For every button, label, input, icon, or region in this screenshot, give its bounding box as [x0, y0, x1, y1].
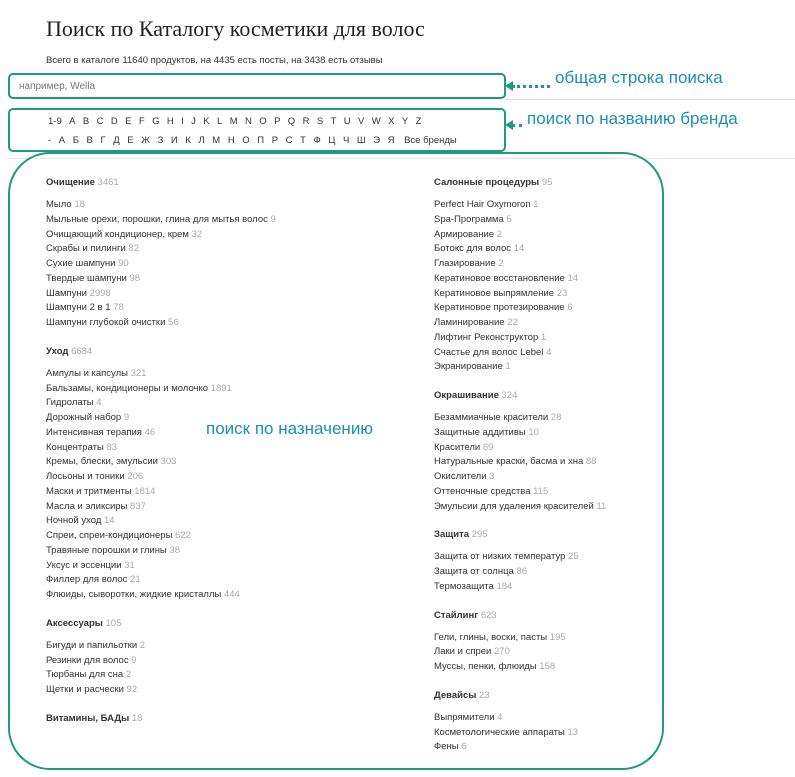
category-title[interactable] [46, 176, 276, 190]
category-item[interactable] [434, 455, 606, 470]
category-item[interactable] [434, 441, 606, 456]
category-item-count: 13 [567, 726, 579, 738]
brand-letter-link[interactable]: Р [271, 135, 279, 146]
category-count: 95 [541, 177, 553, 188]
category-item[interactable] [434, 316, 606, 331]
category-title[interactable] [46, 345, 276, 359]
category-item-count: 444 [223, 589, 240, 600]
category-item[interactable] [434, 485, 606, 500]
category-item[interactable] [434, 242, 606, 257]
category-column-right [434, 176, 606, 769]
category-item[interactable] [46, 588, 276, 603]
category-item-label: Концентраты [46, 441, 104, 453]
category-title-label: Витамины, БАДы [46, 712, 130, 724]
category-item[interactable] [434, 660, 606, 675]
category-item[interactable] [46, 485, 276, 500]
category-item-count: 98 [129, 272, 141, 284]
page-title: Поиск по Каталогу косметики для волос [46, 16, 425, 41]
category-item-label: Мыльные орехи, порошки, глина для мытья волос [46, 213, 268, 225]
brand-letter-link[interactable]: U [343, 116, 351, 127]
category-item[interactable] [434, 331, 606, 346]
category-item-count: 78 [113, 302, 124, 314]
category-item-label: Кератиновое восстановление [434, 272, 565, 284]
category-item-count: 9 [131, 654, 137, 666]
brand-letter-link[interactable]: E [125, 116, 132, 127]
category-item-count: 88 [585, 456, 597, 468]
category-item[interactable] [46, 529, 276, 544]
brand-letter-link[interactable]: Ц [328, 135, 336, 146]
category-item-label: Гели, глины, воски, пасты [434, 631, 548, 643]
brand-letter-link[interactable]: O [259, 116, 267, 127]
brand-letter-link[interactable]: Т [300, 135, 306, 146]
category-title[interactable] [434, 389, 606, 403]
category-title-label: Очищение [46, 177, 95, 188]
brand-highlight-frame [8, 108, 506, 152]
category-item-label: Травяные порошки и глины [46, 544, 167, 556]
category-item[interactable] [46, 382, 276, 397]
category-item-count: 23 [556, 287, 568, 299]
category-item-count: 11 [596, 500, 607, 512]
category-item-count: 14 [513, 243, 525, 255]
category-title[interactable] [46, 617, 276, 631]
category-item-count: 184 [496, 580, 513, 592]
brand-letter-link[interactable]: О [242, 135, 250, 146]
category-count: 105 [105, 617, 122, 629]
category-item-count: 69 [482, 441, 494, 453]
search-underline [506, 99, 795, 100]
category-item[interactable] [434, 360, 606, 375]
category-item[interactable] [434, 228, 606, 243]
category-item-count: 92 [126, 684, 138, 695]
category-item-label: Защита от солнца [434, 566, 514, 577]
category-item-label: Филлер для волос [46, 574, 128, 586]
brand-letter-link[interactable]: P [274, 116, 281, 127]
category-item-count: 1 [505, 361, 511, 373]
category-item-count: 1891 [210, 382, 232, 394]
category-item-count: 6 [567, 302, 573, 314]
brand-letter-link[interactable]: A [69, 116, 76, 127]
category-title-label: Салонные процедуры [434, 177, 540, 188]
category-item-label: Кремы, блески, эмульсии [46, 456, 158, 468]
category-item[interactable] [46, 228, 276, 243]
category-title[interactable] [434, 609, 606, 623]
search-highlight-frame [8, 73, 506, 99]
category-item[interactable] [46, 668, 276, 683]
category-item-label: Армирование [434, 228, 495, 240]
category-item-count: 321 [130, 367, 147, 379]
brand-letters-cyrillic [48, 135, 457, 146]
category-item-label: Оттеночные средства [434, 485, 531, 497]
catalog-stats: Всего в каталоге 11640 продуктов, на 4435 есть посты, на 3438 есть отзывы [46, 55, 383, 66]
category-item-count: 115 [533, 485, 549, 497]
brand-letter-link[interactable]: А [58, 135, 66, 146]
category-item[interactable] [434, 411, 606, 426]
category-item-count: 195 [549, 631, 566, 643]
brand-letter-link[interactable]: K [203, 116, 210, 127]
brand-letter-link[interactable]: S [316, 116, 324, 127]
brand-letter-link[interactable]: П [257, 135, 265, 146]
category-item-label: Кератиновое выпрямление [434, 287, 555, 299]
brand-letter-link[interactable]: - [48, 135, 52, 146]
category-item-label: Твердые шампуни [46, 272, 127, 284]
brand-letter-link[interactable]: H [166, 116, 174, 127]
category-item-label: Флюиды, сыворотки, жидкие кристаллы [46, 589, 222, 600]
category-item-count: 4 [497, 711, 503, 723]
category-item[interactable] [46, 198, 276, 213]
category-item-label: Уксус и эссенции [46, 559, 122, 571]
category-item-label: Сухие шампуни [46, 258, 116, 269]
all-brands-link[interactable]: Все бренды [404, 135, 457, 146]
brand-letter-link[interactable]: Y [401, 116, 409, 127]
category-item-count: 270 [493, 646, 510, 658]
category-item[interactable] [46, 654, 276, 669]
category-item-count: 9 [270, 213, 276, 225]
category-item[interactable] [46, 500, 276, 515]
brand-letter-link[interactable]: L [217, 116, 223, 127]
category-item-count: 5 [506, 213, 512, 225]
category-item[interactable] [46, 242, 276, 257]
brand-letter-link[interactable]: W [371, 116, 381, 127]
category-item[interactable] [46, 544, 276, 559]
brand-letters-latin [48, 116, 429, 127]
category-item-label: Лосьоны и тоники [46, 471, 125, 482]
category-item-label: Очищающий кондиционер, крем [46, 228, 189, 240]
category-group [434, 609, 606, 675]
category-item-label: Муссы, пенки, флюиды [434, 661, 537, 672]
category-item-count: 4 [96, 397, 102, 409]
category-item[interactable] [434, 580, 606, 595]
brand-letter-link[interactable]: V [358, 116, 365, 127]
brand-letter-link[interactable]: М [212, 135, 221, 146]
annotation-brand: поиск по названию бренда [527, 109, 738, 128]
brand-letter-link[interactable]: R [302, 116, 310, 127]
category-item-label: Дорожный набор [46, 412, 122, 423]
brand-letter-link[interactable]: I [181, 116, 184, 127]
category-item-label: Ампулы и капсулы [46, 367, 128, 379]
category-item-label: Ботокс для волос [434, 243, 512, 255]
category-group [46, 176, 276, 331]
category-title-label: Защита [434, 529, 470, 541]
category-group [46, 712, 276, 726]
category-item-label: Шампуни глубокой очистки [46, 317, 166, 328]
category-item-count: 32 [191, 228, 203, 240]
category-item-label: Окислители [434, 471, 487, 482]
category-count: 295 [471, 529, 488, 541]
category-item-label: Лаки и спреи [434, 646, 492, 658]
category-group [434, 689, 606, 755]
category-item-count: 90 [118, 258, 129, 269]
brand-letter-link[interactable]: Н [227, 135, 235, 146]
brand-letter-link[interactable]: N [245, 116, 252, 127]
brand-letter-link[interactable]: Ж [141, 135, 150, 146]
dotted-arrow [512, 85, 550, 88]
brand-letter-link[interactable]: G [152, 116, 160, 127]
category-item[interactable] [46, 559, 276, 574]
category-item-count: 56 [168, 317, 179, 328]
category-item-label: Спреи, спреи-кондиционеры [46, 530, 173, 541]
category-item[interactable] [434, 726, 606, 741]
category-item[interactable] [434, 272, 606, 287]
brand-letter-link[interactable]: M [229, 116, 238, 127]
category-item-count: 3 [489, 471, 495, 482]
annotation-purpose: поиск по назначению [206, 419, 374, 438]
category-item-label: Красители [434, 441, 481, 453]
category-item[interactable] [46, 287, 276, 302]
category-item[interactable] [434, 631, 606, 646]
category-count: 324 [501, 390, 518, 401]
category-item-count: 14 [567, 272, 579, 284]
category-title-label: Девайсы [434, 689, 477, 701]
category-item-label: Гидролаты [46, 397, 94, 409]
category-item-count: 1814 [134, 485, 156, 497]
category-item-count: 837 [130, 500, 146, 512]
category-item-label: Perfect Hair Oxymoron [434, 199, 531, 210]
category-item[interactable] [434, 711, 606, 726]
category-item-count: 86 [516, 566, 528, 577]
category-count: 6684 [71, 345, 93, 357]
category-group [46, 617, 276, 698]
category-item-label: Безаммиачные красители [434, 412, 549, 423]
category-item[interactable] [434, 550, 606, 565]
category-item-label: Выпрямители [434, 711, 495, 723]
category-item-label: Ламинирование [434, 317, 505, 328]
category-item-label: Термозащита [434, 580, 494, 592]
brand-letter-link[interactable]: J [191, 116, 196, 127]
category-item[interactable] [434, 213, 606, 228]
brand-letter-link[interactable]: Ш [356, 135, 366, 146]
category-title-label: Аксессуары [46, 617, 103, 629]
category-item[interactable] [46, 683, 276, 698]
category-title[interactable] [434, 689, 606, 703]
category-item[interactable] [434, 257, 606, 272]
brand-letter-link[interactable]: B [82, 116, 90, 127]
category-group [46, 345, 276, 603]
brand-letter-link[interactable]: Q [287, 116, 296, 127]
brand-letter-link[interactable]: Э [373, 135, 381, 146]
category-item-count: 10 [528, 426, 539, 438]
category-title[interactable] [46, 712, 276, 726]
category-item-count: 1 [540, 331, 547, 343]
category-item-count: 21 [130, 574, 141, 586]
category-item-count: 18 [74, 199, 85, 210]
category-item-label: Защита от низких температур [434, 551, 566, 563]
category-title-label: Окрашивание [434, 390, 499, 401]
brand-letter-link[interactable]: В [86, 135, 93, 146]
category-item[interactable] [434, 500, 606, 515]
category-title[interactable] [434, 176, 606, 190]
brand-letter-link[interactable]: Е [127, 135, 134, 146]
category-item[interactable] [46, 514, 276, 529]
category-item-count: 1 [533, 199, 539, 210]
category-item-count: 4 [546, 346, 552, 358]
category-item-label: Скрабы и пилинги [46, 243, 126, 255]
category-item[interactable] [46, 470, 276, 485]
category-item-count: 2 [498, 258, 504, 269]
category-item-count: 6 [461, 741, 467, 753]
category-item-label: Шампуни [46, 287, 87, 299]
category-title[interactable] [434, 528, 606, 542]
category-item-count: 22 [507, 317, 518, 328]
category-item-label: Бальзамы, кондиционеры и молочко [46, 382, 209, 394]
category-item-label: Spa-Программа [434, 213, 504, 225]
category-item-label: Защитные аддитивы [434, 426, 526, 438]
category-column-left [46, 176, 276, 740]
brand-letter-link[interactable]: Z [415, 116, 422, 127]
brand-letter-link[interactable]: T [330, 116, 337, 127]
brand-letter-link[interactable]: Д [113, 135, 120, 146]
category-item[interactable] [434, 346, 606, 361]
category-count: 18 [131, 712, 143, 724]
brand-letter-link[interactable]: Ч [342, 135, 350, 146]
search-input[interactable] [15, 78, 499, 94]
category-item[interactable] [434, 565, 606, 580]
category-item[interactable] [434, 645, 606, 660]
category-group [434, 528, 606, 594]
category-item[interactable] [46, 272, 276, 287]
category-item-count: 206 [127, 471, 144, 482]
category-title-label: Стайлинг [434, 609, 479, 621]
category-item[interactable] [46, 455, 276, 470]
category-item-label: Фены [434, 741, 459, 753]
category-count: 3461 [97, 177, 119, 188]
category-title-label: Уход [46, 345, 69, 357]
category-item-count: 82 [128, 243, 139, 255]
category-item-count: 2 [139, 639, 146, 651]
brand-letter-link[interactable]: Л [198, 135, 205, 146]
category-count: 23 [479, 689, 490, 701]
brand-letter-link[interactable]: Я [387, 135, 395, 146]
category-item[interactable] [46, 257, 276, 272]
category-item-label: Резинки для волос [46, 654, 129, 666]
brand-letter-link[interactable]: F [138, 116, 145, 127]
annotation-search: общая строка поиска [555, 68, 723, 87]
category-item[interactable] [46, 639, 276, 654]
category-item-count: 622 [175, 530, 191, 541]
category-item-label: Мыло [46, 199, 72, 210]
category-item-label: Счастье для волос Lebel [434, 346, 544, 358]
category-item[interactable] [434, 198, 606, 213]
category-item-label: Маски и тритменты [46, 485, 132, 497]
category-item-label: Тюрбаны для сна [46, 669, 124, 681]
category-item-label: Интенсивная терапия [46, 426, 142, 438]
category-item[interactable] [434, 287, 606, 302]
category-item-label: Ночной уход [46, 515, 102, 527]
category-count: 623 [480, 609, 497, 621]
category-item-count: 2 [125, 669, 132, 681]
brand-letter-link[interactable]: Б [72, 135, 79, 146]
category-item[interactable] [46, 213, 276, 228]
category-item-count: 158 [539, 661, 556, 672]
category-item-count: 303 [160, 456, 177, 468]
category-item-label: Экранирование [434, 361, 503, 373]
category-item-count: 38 [169, 544, 180, 556]
category-item-count: 83 [106, 441, 118, 453]
brand-letter-link[interactable]: Ф [313, 135, 321, 146]
category-item-count: 14 [104, 515, 115, 527]
category-group [434, 176, 606, 375]
category-item-count: 46 [144, 426, 156, 438]
brand-letter-link[interactable]: З [157, 135, 164, 146]
category-item[interactable] [46, 301, 276, 316]
category-item-count: 2 [496, 228, 503, 240]
brand-letter-link[interactable]: C [96, 116, 104, 127]
category-item-label: Эмульсии для удаления красителей [434, 500, 594, 512]
brand-letter-link[interactable]: X [388, 116, 395, 127]
category-item-count: 28 [550, 412, 562, 423]
category-item-count: 9 [123, 412, 130, 423]
category-item-label: Бигуди и папильотки [46, 639, 138, 651]
category-item-label: Шампуни 2 в 1 [46, 302, 111, 314]
brand-letter-link[interactable]: Г [100, 135, 106, 146]
brand-letter-link[interactable]: 1-9 [48, 116, 62, 127]
brand-letter-link[interactable]: D [110, 116, 118, 127]
category-item[interactable] [46, 316, 276, 331]
category-item[interactable] [46, 573, 276, 588]
category-item[interactable] [434, 740, 606, 755]
brand-letter-link[interactable]: С [285, 135, 293, 146]
category-item-label: Косметологические аппараты [434, 726, 565, 738]
category-item[interactable] [434, 426, 606, 441]
category-item[interactable] [434, 470, 606, 485]
category-item[interactable] [46, 367, 276, 382]
category-item-count: 25 [568, 551, 579, 563]
category-item-label: Натуральные краски, басма и хна [434, 456, 584, 468]
category-item-count: 2998 [89, 287, 111, 299]
category-item-label: Щетки и расчески [46, 684, 124, 695]
category-group [434, 389, 606, 514]
category-item[interactable] [434, 301, 606, 316]
brand-letter-link[interactable]: К [185, 135, 191, 146]
brand-letter-link[interactable]: И [170, 135, 178, 146]
category-item-label: Кератиновое протезирование [434, 302, 565, 314]
category-item-label: Глазирование [434, 258, 496, 269]
category-item[interactable] [46, 441, 276, 456]
category-item-count: 31 [124, 559, 135, 571]
dotted-arrow [512, 124, 522, 127]
category-item-label: Масла и эликсиры [46, 500, 128, 512]
category-item[interactable] [46, 396, 276, 411]
category-item-label: Лифтинг Реконструктор [434, 331, 539, 343]
